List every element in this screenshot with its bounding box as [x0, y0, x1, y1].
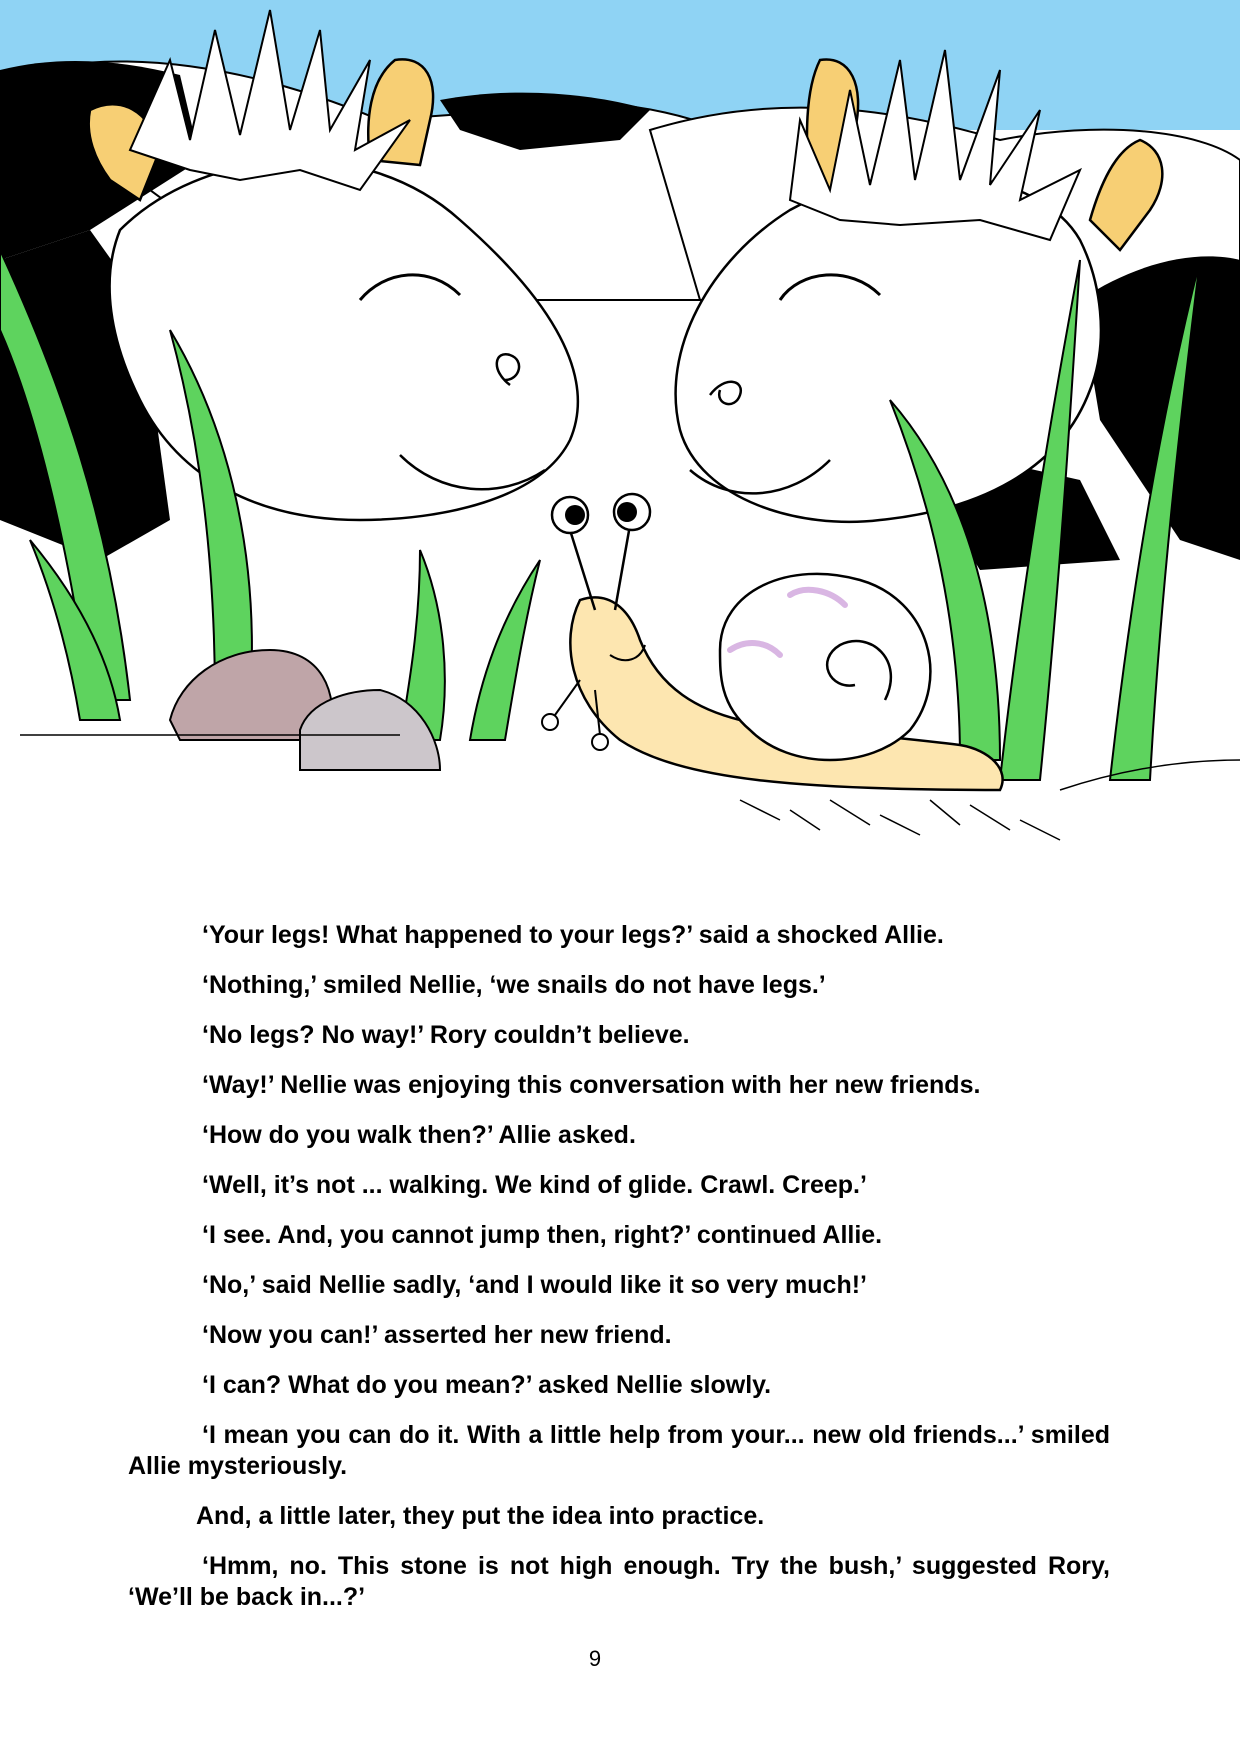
snail-tentacle-tip: [542, 714, 558, 730]
snail-pupil-right: [617, 502, 637, 522]
story-paragraph: ‘Way!’ Nellie was enjoying this conversation with her new friends.: [202, 1071, 981, 1099]
story-paragraph: And, a little later, they put the idea into practice.: [196, 1502, 765, 1530]
story-paragraph: ‘Well, it’s not ... walking. We kind of glide. Crawl. Creep.’: [202, 1171, 867, 1199]
story-paragraph: ‘How do you walk then?’ Allie asked.: [202, 1121, 636, 1149]
story-paragraph: ‘I mean you can do it. With a little help from your... new old friends...’ smiled Allie mysteriously.: [128, 1421, 1110, 1480]
story-paragraph: ‘No,’ said Nellie sadly, ‘and I would like it so very much!’: [202, 1271, 868, 1299]
story-paragraph: ‘No legs? No way!’ Rory couldn’t believe.: [202, 1021, 690, 1049]
snail-pupil-left: [565, 505, 585, 525]
story-paragraph: ‘Nothing,’ smiled Nellie, ‘we snails do not have legs.’: [202, 971, 826, 999]
story-paragraph: ‘I can? What do you mean?’ asked Nellie slowly.: [202, 1371, 772, 1399]
page-number: 9: [588, 1646, 602, 1671]
snail-shell: [720, 574, 930, 760]
snail-tentacle-tip: [592, 734, 608, 750]
story-paragraph: ‘I see. And, you cannot jump then, right?’ continued Allie.: [202, 1221, 883, 1249]
story-paragraph: ‘Hmm, no. This stone is not high enough. Try the bush,’ suggested Rory, ‘We’ll be back in...?’: [128, 1552, 1110, 1611]
story-paragraph: ‘Your legs! What happened to your legs?’ said a shocked Allie.: [202, 921, 944, 949]
story-text: [128, 920, 1110, 1632]
story-paragraph: ‘Now you can!’ asserted her new friend.: [202, 1321, 672, 1349]
